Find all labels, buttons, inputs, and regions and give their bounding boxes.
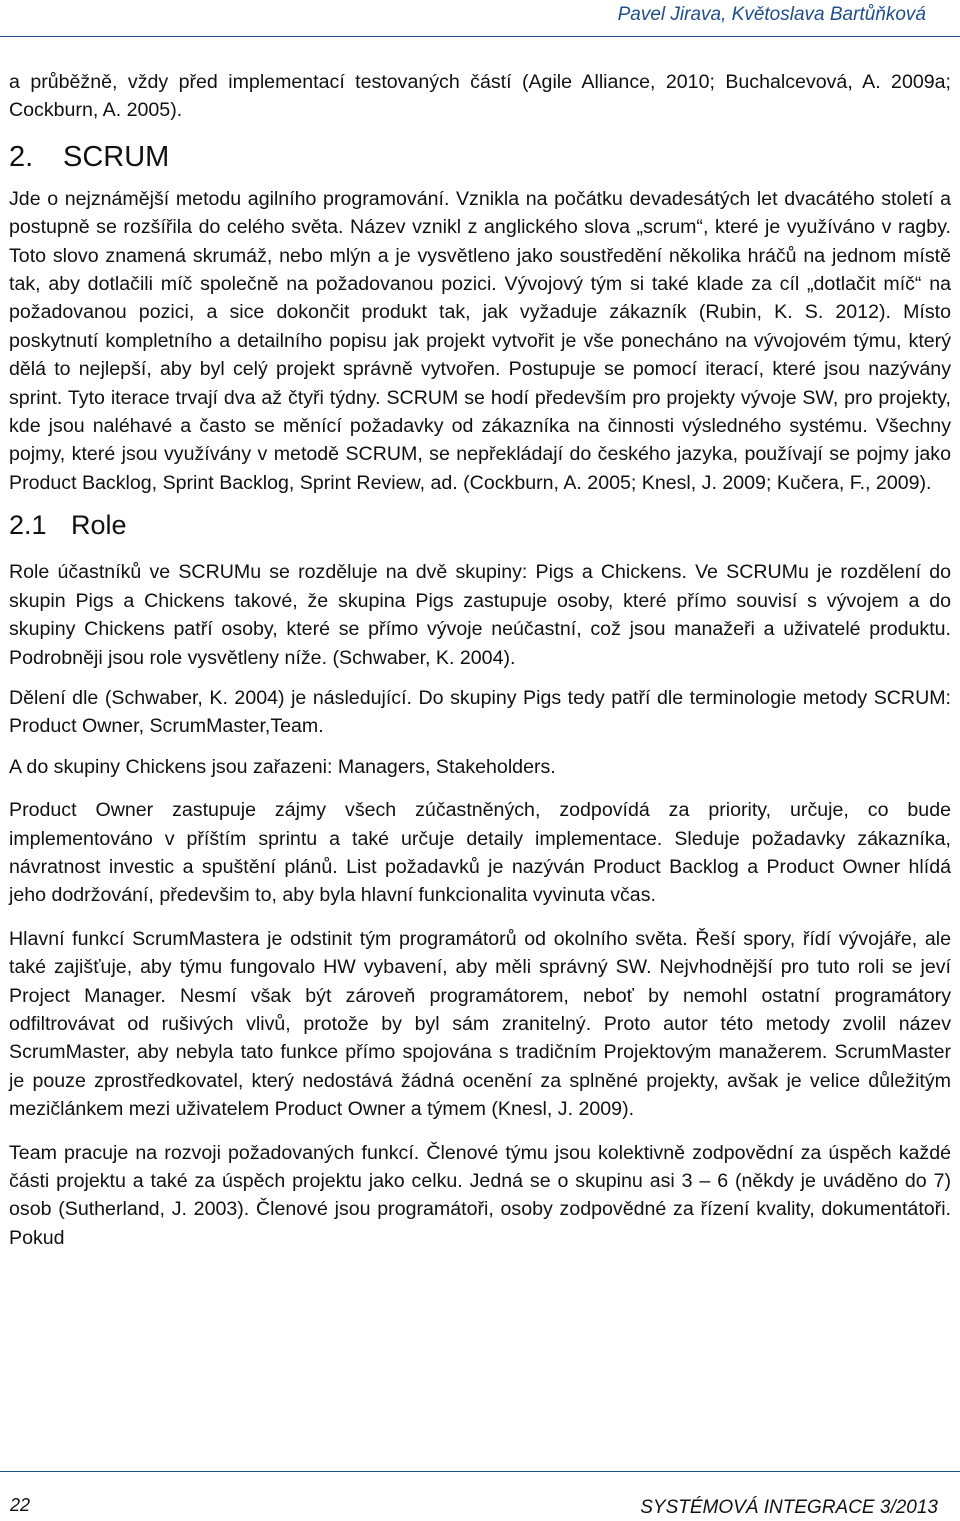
subsection-title: Role: [71, 510, 127, 541]
division-paragraph: Dělení dle (Schwaber, K. 2004) je následující. Do skupiny Pigs tedy patří dle terminologie metody SCRUM: Product Owner, ScrumMaster,Team.: [9, 686, 951, 738]
running-head-authors: Pavel Jirava, Květoslava Bartůňková: [617, 4, 926, 25]
chickens-paragraph: A do skupiny Chickens jsou zařazeni: Managers, Stakeholders.: [9, 755, 556, 778]
role-paragraph: Role účastníků ve SCRUMu se rozděluje na dvě skupiny: Pigs a Chickens. Ve SCRUMu je rozdělení do skupin Pigs a Chickens takové, že skupina Pigs zastupuje osoby, které přímo souvisí s vývojem a do skupiny Chickens patří osoby, které se přímo vývoje neúčastní, což jsou manažeři a uživatelé produktu. Podrobněji jsou role vysvětleny níže. (Schwaber, K. 2004).: [9, 561, 951, 669]
footer-rule: [0, 1471, 960, 1472]
section-heading: [9, 137, 951, 177]
section-number: 2.: [9, 140, 34, 173]
section-title: SCRUM: [63, 140, 170, 173]
article-body: [9, 68, 951, 1252]
header-rule: [0, 36, 960, 37]
product-owner-paragraph: Product Owner zastupuje zájmy všech zúčastněných, zodpovídá za priority, určuje, co bude implementováno v příštím sprintu a také určuje detaily implementace. Sleduje požadavky zákazníka, návratnost investic a spuštění plánů. List požadavků je nazýván Product Backlog a Product Owner hlídá jeho dodržování, předevšim to, aby byla hlavní funkcionalita vyvinuta včas.: [9, 799, 951, 907]
journal-name: SYSTÉMOVÁ INTEGRACE 3/2013: [640, 1497, 938, 1518]
intro-paragraph: a průběžně, vždy před implementací testovaných částí (Agile Alliance, 2010; Buchalcevová, A. 2009a; Cockburn, A. 2005).: [9, 71, 951, 122]
subsection-heading: [9, 507, 951, 543]
team-paragraph: Team pracuje na rozvoji požadovaných funkcí. Členové týmu jsou kolektivně zodpovědní za úspěch každé části projektu a také za úspěch projektu jako celku. Jedná se o skupinu asi 3 – 6 (někdy je uváděno do 7) osob (Sutherland, J. 2003). Členové jsou programátoři, osoby zodpovědné za řízení kvality, dokumentátoři. Pokud: [9, 1141, 951, 1249]
scrum-paragraph: Jde o nejznámější metodu agilního programování. Vznikla na počátku devadesátých let dvacátého století a postupně se rozšířila do celého světa. Název vznikl z anglického slova „scrum“, které je využíváno v ragby. Toto slovo znamená skrumáž, nebo mlýn a je vysvětleno jako soustředění několika hráčů na jednom místě tak, aby dotlačili míč společně na požadovanou pozici. Vývojový tým si také klade za cíl „dotlačit míč“ na požadovanou pozici, a sice dokončit produkt tak, jak vyžaduje zákazník (Rubin, K. S. 2012). Místo poskytnutí kompletního a detailního popisu jak projekt vytvořit je vše ponecháno na vývojovém týmu, který dělá to nejlepší, aby byl celý projekt správně vytvořen. Postupuje se pomocí iterací, které jsou nazývány sprint. Tyto iterace trvají dva až čtyři týdny. SCRUM se hodí především pro projekty vývoje SW, pro projekty, kde jsou naléhavé a často se měnící požadavky od zákazníka na činnosti výsledného systému. Všechny pojmy, které jsou využívány v metodě SCRUM, se nepřekládají do českého jazyka, používají se pojmy jako Product Backlog, Sprint Backlog, Sprint Review, ad. (Cockburn, A. 2005; Knesl, J. 2009; Kučera, F., 2009).: [9, 187, 951, 494]
subsection-number: 2.1: [9, 510, 47, 541]
page-number: 22: [10, 1495, 31, 1515]
scrummaster-paragraph: Hlavní funkcí ScrumMastera je odstinit tým programátorů od okolního světa. Řeší spory, řídí vývojáře, ale také zajišťuje, aby týmu fungovalo HW vybavení, aby měli správný SW. Nejvhodnější pro tuto roli se jeví Project Manager. Nesmí však být zároveň programátorem, neboť by nemohl ostatní programátory odfiltrovávat od rušivých vlivů, protože by byl sám zranitelný. Proto autor této metody zvolil název ScrumMaster, aby nebyla tato funkce přímo spojována s tradičním Projektovým manažerem. ScrumMaster je pouze zprostředkovatel, který nedostává žádná ocenění za splněné projekty, avšak je velice důležitým mezičlánkem mezi uživatelem Product Owner a týmem (Knesl, J. 2009).: [9, 927, 951, 1121]
